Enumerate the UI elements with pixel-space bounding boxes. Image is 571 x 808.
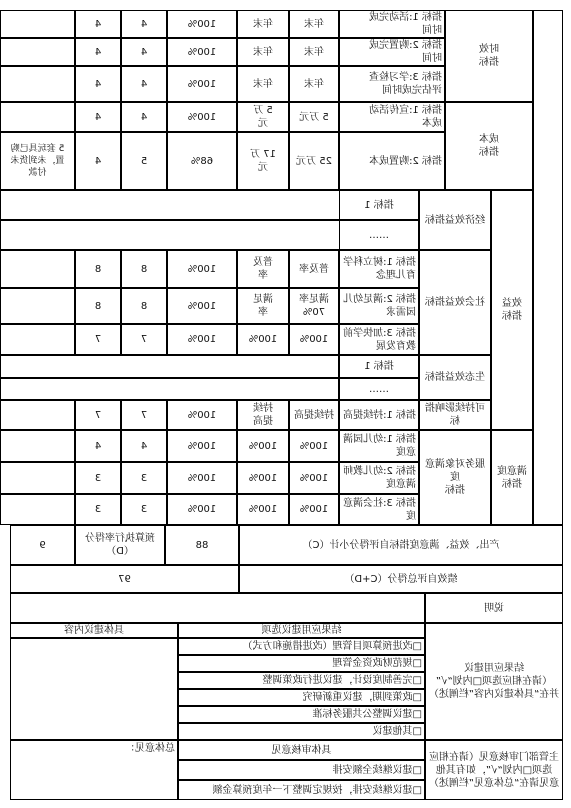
timeliness-group-cell: 时效 指标 <box>445 10 533 102</box>
t3-name: 指标 3:学习检查 评估完成时间 <box>339 66 445 102</box>
t1-name: 指标 1:活动完成 时间 <box>339 10 445 38</box>
e-dots-name: …… <box>339 220 419 250</box>
m3-name: 指标 3:社会满意 度 <box>339 494 419 525</box>
review-option-1[interactable]: □建议继续全额安排 <box>178 760 425 780</box>
t1-note <box>0 10 75 38</box>
t3-note <box>0 66 75 102</box>
explain-content <box>10 593 425 623</box>
s2-weight: 8 <box>121 288 167 324</box>
explain-label: 说明 <box>425 593 563 623</box>
suggestion-option-5[interactable]: □建议调整公共服务标准 <box>178 706 425 723</box>
ecological-benefit-cell: 生态效益指标 <box>419 355 491 400</box>
u1-weight: 7 <box>121 400 167 430</box>
s1-note <box>0 250 75 288</box>
review-detail-header: 具体审核意见 <box>178 740 425 760</box>
c2-target: 25 万元 <box>289 132 339 190</box>
suggestion-option-1[interactable]: □改进预算项目管理（改进措施和方式） <box>178 638 425 655</box>
g-dots-empty <box>0 378 339 400</box>
sustainable-impact-cell: 可持续影响指标 <box>419 400 491 430</box>
t1-target: 年末 <box>289 10 339 38</box>
benefit-group-cell: 效益 指标 <box>491 190 533 430</box>
u1-target: 持续提高 <box>289 400 339 430</box>
u1-note <box>0 400 75 430</box>
s2-note <box>0 288 75 324</box>
suggestion-option-2[interactable]: □规范财政资金管理 <box>178 655 425 672</box>
subtotal-label: 产出、效益、满意度指标自评得分小计（C） <box>239 525 563 565</box>
c1-name: 指标 1:宣传活动 成本 <box>339 102 445 132</box>
c1-score: 4 <box>75 102 121 132</box>
u1-actual: 持续 提高 <box>237 400 289 430</box>
c1-note <box>0 102 75 132</box>
s1-rate: 100% <box>167 250 237 288</box>
satisfaction-group-cell: 满意度 指标 <box>491 430 533 525</box>
m2-name: 指标 2:幼儿教师 满意度 <box>339 462 419 494</box>
t1-weight: 4 <box>121 10 167 38</box>
m1-target: 100% <box>289 430 339 462</box>
c2-actual: 17 万 元 <box>237 132 289 190</box>
s3-actual: 100% <box>237 324 289 355</box>
c2-weight: 5 <box>121 132 167 190</box>
c2-name: 指标 2:购置成本 <box>339 132 445 190</box>
review-overall[interactable]: 总体意见： <box>10 740 178 800</box>
s3-name: 指标 3:加快学前 教育发展 <box>339 324 419 355</box>
t3-weight: 4 <box>121 66 167 102</box>
economic-benefit-cell: 经济效益指标 <box>419 190 491 250</box>
m1-note <box>0 430 75 462</box>
t2-note <box>0 38 75 66</box>
s2-score: 8 <box>75 288 121 324</box>
m2-note <box>0 462 75 494</box>
total-score-value: 97 <box>10 565 239 593</box>
s2-rate: 100% <box>167 288 237 324</box>
m2-actual: 100% <box>237 462 289 494</box>
s3-rate: 100% <box>167 324 237 355</box>
t2-rate: 100% <box>167 38 237 66</box>
s1-score: 8 <box>75 250 121 288</box>
c2-score: 4 <box>75 132 121 190</box>
t1-score: 4 <box>75 10 121 38</box>
total-score-label: 绩效自评总得分（C+D） <box>239 565 563 593</box>
m1-rate: 100% <box>167 430 237 462</box>
m3-weight: 3 <box>121 494 167 525</box>
cost-group-cell: 成本 指标 <box>445 102 533 190</box>
g1-empty <box>0 355 339 378</box>
m1-actual: 100% <box>237 430 289 462</box>
m2-weight: 3 <box>121 462 167 494</box>
c1-target: 5 万元 <box>289 102 339 132</box>
t2-actual: 年末 <box>237 38 289 66</box>
e1-empty <box>0 190 339 220</box>
suggestion-section-label: 结果应用建议 （请在相应选项□内划“√” 并在“具体建议内容”栏阐述） <box>425 623 563 740</box>
budget-score-value: 9 <box>10 525 75 565</box>
s1-weight: 8 <box>121 250 167 288</box>
g1-name: 指标 1 <box>339 355 419 378</box>
t3-actual: 年末 <box>237 66 289 102</box>
m2-rate: 100% <box>167 462 237 494</box>
c1-weight: 4 <box>121 102 167 132</box>
m2-target: 100% <box>289 462 339 494</box>
s3-note <box>0 324 75 355</box>
suggestion-option-header: 结果应用建议选项 <box>178 623 425 638</box>
u1-name: 指标 1:持续提高 <box>339 400 419 430</box>
m3-rate: 100% <box>167 494 237 525</box>
budget-score-label: 预算执行率得分 （D） <box>75 525 165 565</box>
c1-rate: 100% <box>167 102 237 132</box>
suggestion-option-3[interactable]: □完善制度设计，建议进行政策调整 <box>178 672 425 689</box>
u1-rate: 100% <box>167 400 237 430</box>
suggestion-detail-header: 具体建议内容 <box>10 623 178 638</box>
t3-score: 4 <box>75 66 121 102</box>
m1-name: 指标 1:幼儿园满 意度 <box>339 430 419 462</box>
s3-weight: 7 <box>121 324 167 355</box>
c2-note: 5 套玩具已购 置，未到货未 付款 <box>0 132 75 190</box>
service-satisfaction-cell: 服务对象满意度 指标 <box>419 430 491 525</box>
subtotal-value: 88 <box>165 525 239 565</box>
g-dots-name: …… <box>339 378 419 400</box>
review-option-2[interactable]: □建议继续安排，按规定调整下一年度预算金额 <box>178 780 425 800</box>
level1-blank-cell <box>533 10 563 525</box>
c2-rate: 68% <box>167 132 237 190</box>
suggestion-option-6[interactable]: □其他建议 <box>178 723 425 740</box>
m3-score: 3 <box>75 494 121 525</box>
s1-actual: 普及 率 <box>237 250 289 288</box>
social-benefit-cell: 社会效益指标 <box>419 250 491 355</box>
suggestion-option-4[interactable]: □政策到期，建议重新研究 <box>178 689 425 706</box>
t3-target: 年末 <box>289 66 339 102</box>
t1-actual: 年末 <box>237 10 289 38</box>
s2-target: 满足率 70% <box>289 288 339 324</box>
s3-score: 7 <box>75 324 121 355</box>
u1-score: 7 <box>75 400 121 430</box>
review-section-label: 主管部门审核意见（请在相应 选项□内划“√”，如有其他 意见请在“总体意见”栏阐述） <box>425 740 563 800</box>
s1-name: 指标 1:树立科学 育儿理念 <box>339 250 419 288</box>
m1-weight: 4 <box>121 430 167 462</box>
m3-actual: 100% <box>237 494 289 525</box>
e-dots-empty <box>0 220 339 250</box>
t3-rate: 100% <box>167 66 237 102</box>
t1-rate: 100% <box>167 10 237 38</box>
t2-target: 年末 <box>289 38 339 66</box>
suggestion-detail-content[interactable] <box>10 638 178 740</box>
s3-target: 100% <box>289 324 339 355</box>
t2-score: 4 <box>75 38 121 66</box>
m1-score: 4 <box>75 430 121 462</box>
m3-target: 100% <box>289 494 339 525</box>
t2-name: 指标 2:购置完成 时间 <box>339 38 445 66</box>
s2-actual: 满足 率 <box>237 288 289 324</box>
m3-note <box>0 494 75 525</box>
s1-target: 普及率 <box>289 250 339 288</box>
c1-actual: 5 万 元 <box>237 102 289 132</box>
m2-score: 3 <box>75 462 121 494</box>
s2-name: 指标 2:满足幼儿 园需求 <box>339 288 419 324</box>
t2-weight: 4 <box>121 38 167 66</box>
e1-name: 指标 1 <box>339 190 419 220</box>
